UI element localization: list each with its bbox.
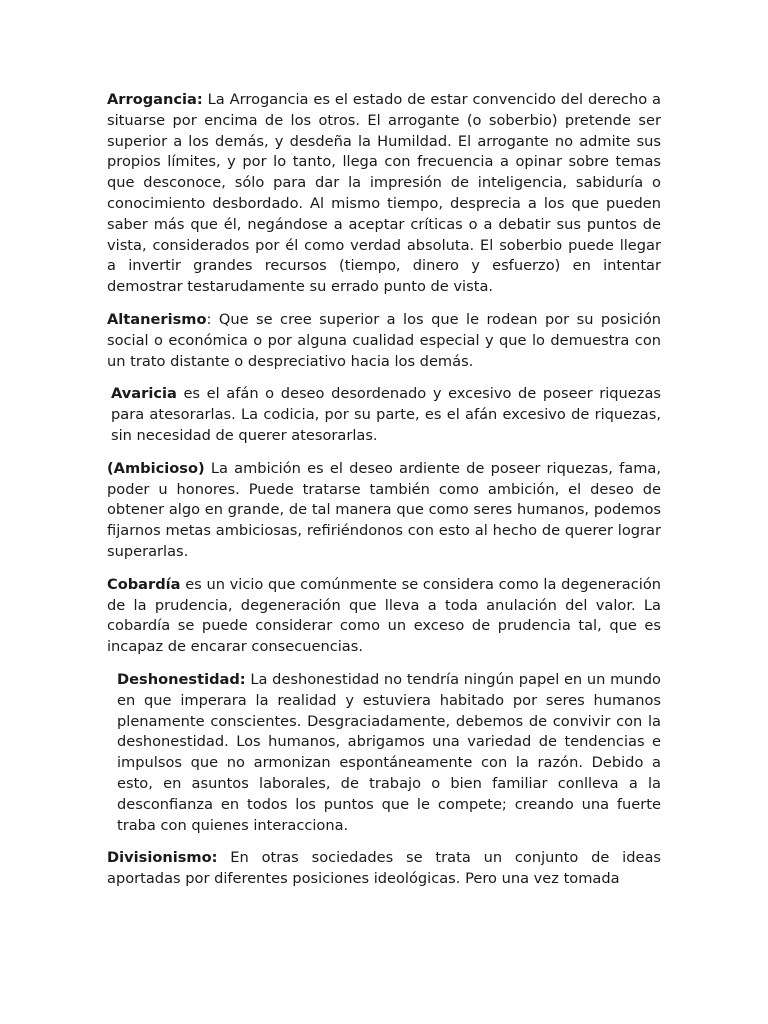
term-avaricia: Avaricia <box>111 385 177 403</box>
definition-avaricia: es el afán o deseo desordenado y excesivo de poseer riquezas para atesorarlas. La codicia, por su parte, es el afán excesivo de riquezas, sin necesidad de querer atesorarlas. <box>111 385 661 444</box>
document-page <box>107 90 661 902</box>
paragraph-ambicioso <box>107 459 661 563</box>
term-altanerismo: Altanerismo <box>107 310 207 328</box>
term-divisionismo: Divisionismo: <box>107 849 218 867</box>
definition-cobardia: es un vicio que comúnmente se considera como la degeneración de la prudencia, degeneración que lleva a toda anulación del valor. La cobardía se puede considerar como un exceso de prudencia tal, que es incapaz de encarar consecuencias. <box>107 575 661 656</box>
paragraph-altanerismo <box>107 310 661 372</box>
definition-ambicioso: La ambición es el deseo ardiente de poseer riquezas, fama, poder u honores. Puede tratarse también como ambición, el deseo de obtener algo en grande, de tal manera que como seres humanos, podemos fijarnos metas ambiciosas, refiriéndonos con esto al hecho de querer lograr superarlas. <box>107 459 661 560</box>
term-ambicioso: (Ambicioso) <box>107 459 205 477</box>
definition-divisionismo: En otras sociedades se trata un conjunto de ideas aportadas por diferentes posiciones ideológicas. Pero una vez tomada <box>107 849 661 888</box>
definition-altanerismo: : Que se cree superior a los que le rodean por su posición social o económica o por alguna cualidad especial y que lo demuestra con un trato distante o despreciativo hacia los demás. <box>107 310 661 370</box>
definition-deshonestidad: La deshonestidad no tendría ningún papel en un mundo en que imperara la realidad y estuviera habitado por seres humanos plenamente conscientes. Desgraciadamente, debemos de convivir con la deshonestidad. Los humanos, abrigamos una variedad de tendencias e impulsos que no armonizan espontáneamente con la razón. Debido a esto, en asuntos laborales, de trabajo o bien familiar conlleva a la desconfianza en todos los puntos que le compete; creando una fuerte traba con quienes interacciona. <box>117 670 661 834</box>
term-deshonestidad: Deshonestidad: <box>117 670 246 688</box>
paragraph-deshonestidad <box>107 670 661 836</box>
definition-arrogancia: La Arrogancia es el estado de estar convencido del derecho a situarse por encima de los otros. El arrogante (o soberbio) pretende ser superior a los demás, y desdeña la Humildad. El arrogante no admite sus propios límites, y por lo tanto, llega con frecuencia a opinar sobre temas que desconoce, sólo para dar la impresión de inteligencia, sabiduría o conocimiento desbordado. Al mismo tiempo, desprecia a los que pueden saber más que él, negándose a aceptar críticas o a debatir sus puntos de vista, considerados por él como verdad absoluta. El soberbio puede llegar a invertir grandes recursos (tiempo, dinero y esfuerzo) en intentar demostrar testarudamente su errado punto de vista. <box>107 91 661 296</box>
paragraph-arrogancia <box>107 90 661 298</box>
paragraph-cobardia <box>107 575 661 658</box>
term-cobardia: Cobardía <box>107 575 181 593</box>
paragraph-divisionismo <box>107 848 661 890</box>
term-arrogancia: Arrogancia: <box>107 91 203 108</box>
paragraph-avaricia <box>107 384 661 446</box>
